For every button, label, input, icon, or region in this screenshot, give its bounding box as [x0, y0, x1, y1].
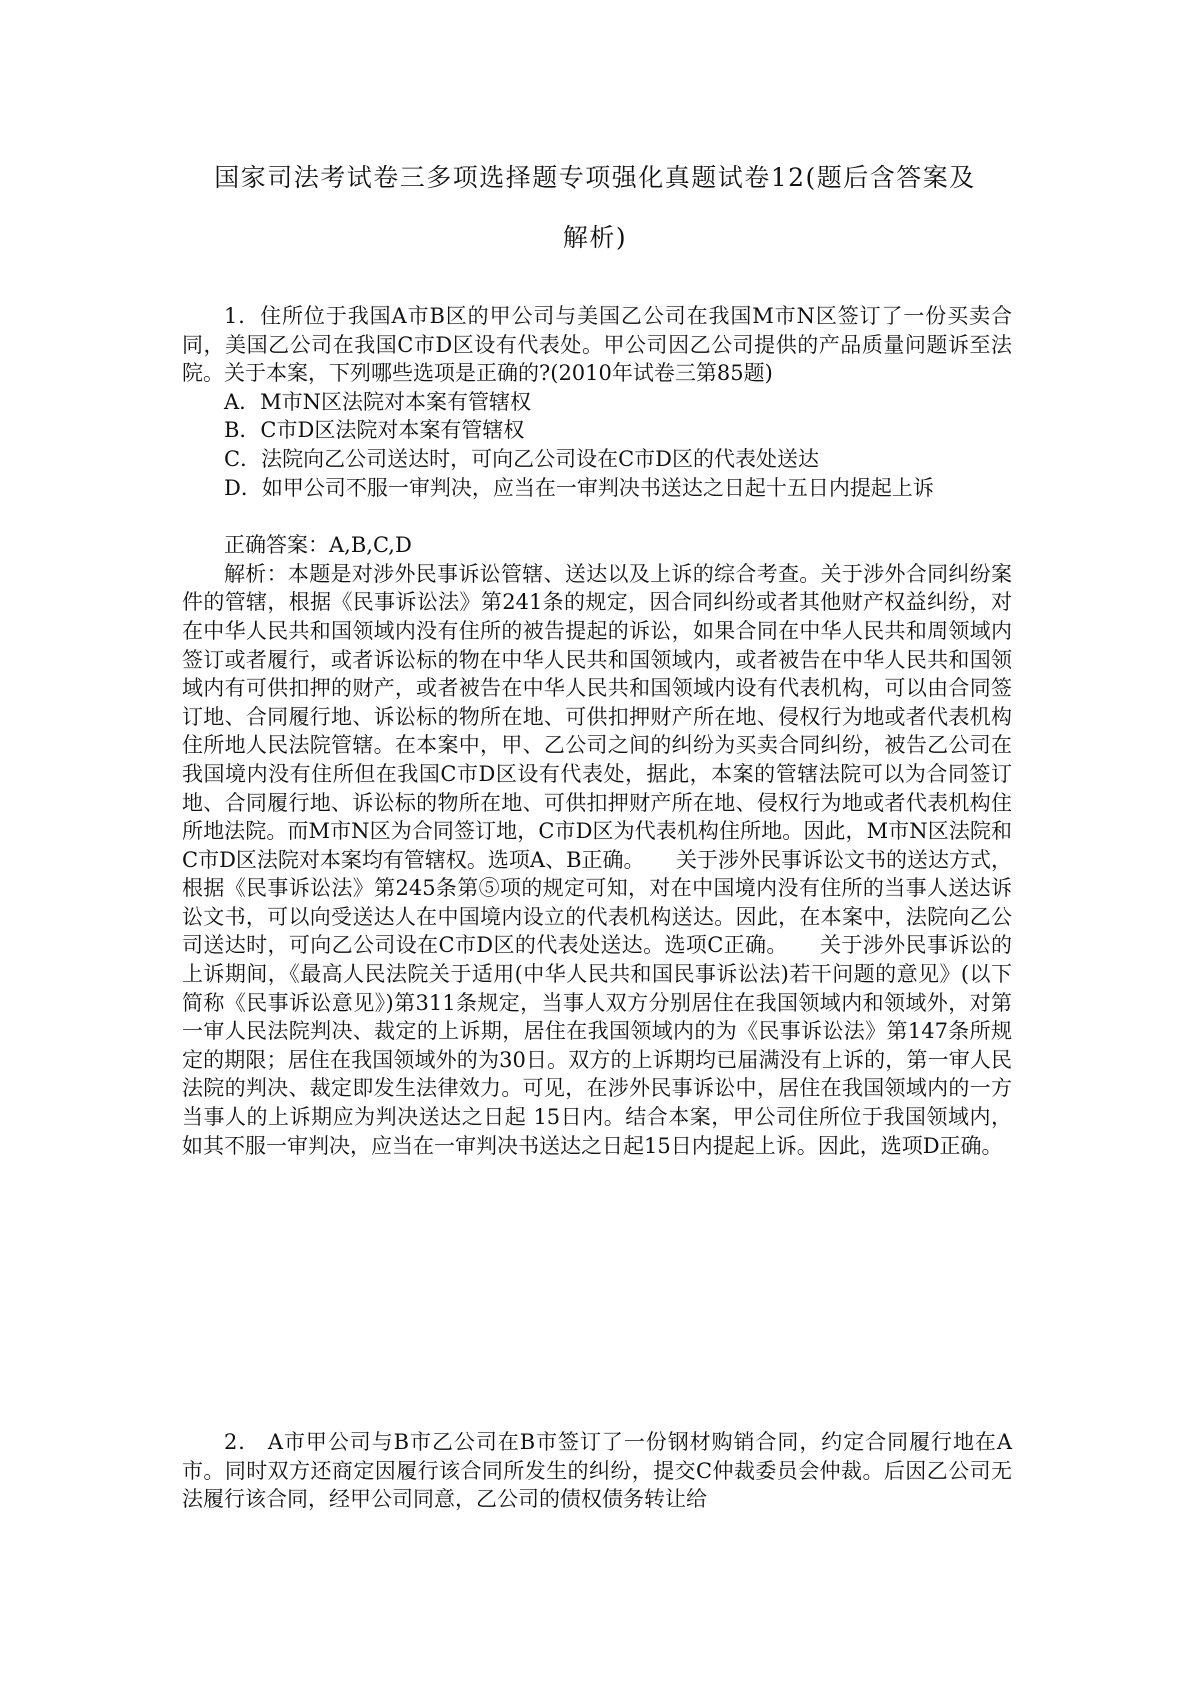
spacer: [182, 502, 1012, 531]
analysis-paragraph: 解析：本题是对涉外民事诉讼管辖、送达以及上诉的综合考查。关于涉外合同纠纷案件的管辖，根据《民事诉讼法》第241条的规定，因合同纠纷或者其他财产权益纠纷，对在中华人民共和国领域内没有住所的被告提起的诉讼，如果合同在中华人民共和周领域内签订或者履行，或者诉讼标的物在中华人民共和国领域内，或者被告在中华人民共和国领域内有可供扣押的财产，或者被告在中华人民共和国领域内设有代表机构，可以由合同签订地、合同履行地、诉讼标的物所在地、可供扣押财产所在地、侵权行为地或者代表机构住所地人民法院管辖。在本案中，甲、乙公司之间的纠纷为买卖合同纠纷，被告乙公司在我国境内没有住所但在我国C市D区设有代表处，据此，本案的管辖法院可以为合同签订地、合同履行地、诉讼标的物所在地、可供扣押财产所在地、侵权行为地或者代表机构住所地法院。而M市N区为合同签订地，C市D区为代表机构住所地。因此，M市N区法院和C市D区法院对本案均有管辖权。选项A、B正确。 关于涉外民事诉讼文书的送达方式，根据《民事诉讼法》第245条第⑤项的规定可知，对在中国境内没有住所的当事人送达诉讼文书，可以向受送达人在中国境内设立的代表机构送达。因此，在本案中，法院向乙公司送达时，可向乙公司设在C市D区的代表处送达。选项C正确。 关于涉外民事诉讼的上诉期间，《最高人民法院关于适用(中华人民共和国民事诉讼法)若干问题的意见》(以下简称《民事诉讼意见》)第311条规定，当事人双方分别居住在我国领域内和领域外，对第一审人民法院判决、裁定的上诉期，居住在我国领域内的为《民事诉讼法》第147条所规定的期限；居住在我国领域外的为30日。双方的上诉期均已届满没有上诉的，第一审人民法院的判决、裁定即发生法律效力。可见，在涉外民事诉讼中，居住在我国领域内的一方当事人的上诉期应为判决送达之日起 15日内。结合本案，甲公司住所位于我国领域内，如其不服一审判决，应当在一审判决书送达之日起15日内提起上诉。因此，选项D正确。: [182, 561, 1012, 1158]
question-stem: 2． A市甲公司与B市乙公司在B市签订了一份钢材购销合同，约定合同履行地在A市。同时双方还商定因履行该合同所发生的纠纷，提交C仲裁委员会仲裁。后因乙公司无法履行该合同，经甲公司同意，乙公司的债权债务转让给: [182, 1430, 1012, 1512]
question-1: [182, 302, 1012, 1160]
document-title: [175, 148, 1015, 268]
title-line-2: 解析): [562, 223, 628, 252]
option-b: B．C市D区法院对本案有管辖权: [224, 418, 525, 443]
question-stem: 1．住所位于我国A市B区的甲公司与美国乙公司在我国M市N区签订了一份买卖合同，美国乙公司在我国C市D区设有代表处。甲公司因乙公司提供的产品质量问题诉至法院。关于本案，下列哪些选项是正确的?(2010年试卷三第85题): [182, 304, 1012, 386]
option-d: D．如甲公司不服一审判决，应当在一审判决书送达之日起十五日内提起上诉: [224, 475, 934, 500]
question-2: [182, 1428, 1012, 1514]
title-line-1: 国家司法考试卷三多项选择题专项强化真题试卷12(题后含答案及: [214, 163, 976, 192]
answer-line: 正确答案：A,B,C,D: [224, 533, 412, 558]
option-c: C．法院向乙公司送达时，可向乙公司设在C市D区的代表处送达: [224, 446, 819, 471]
option-a: A．M市N区法院对本案有管辖权: [224, 389, 532, 414]
